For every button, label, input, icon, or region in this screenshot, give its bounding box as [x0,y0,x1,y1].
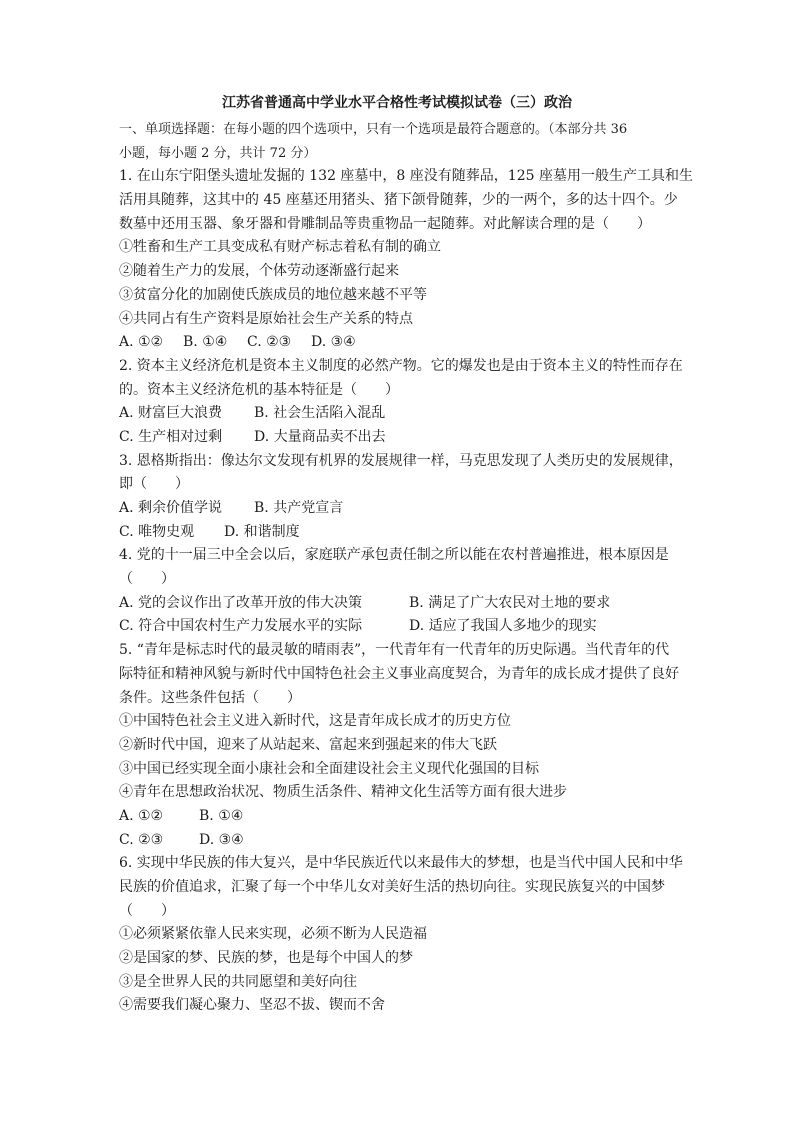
option-a: A. ①② [119,334,164,351]
question-stem: 即（ ） [119,476,189,493]
exam-content [119,118,693,1018]
statement-item: ①必须紧紧依靠人民来实现，必须不断为人民造福 [119,926,427,943]
option-c: C. ②③ [119,831,164,848]
option-d: D. 适应了我国人多地少的现实 [409,618,597,635]
answer-options [119,829,679,853]
question-stem: 5. “青年是标志时代的最灵敏的晴雨表”，一代青年有一代青年的历史际遇。当代青年的代 [119,642,670,659]
option-d: D. 大量商品卖不出去 [254,428,386,445]
statement-item: ②随着生产力的发展，个体劳动逐渐盛行起来 [119,263,399,280]
option-b: B. ①④ [183,334,228,351]
option-a: A. 剩余价值学说 [119,500,223,516]
statement-item: ④共同占有生产资料是原始社会生产关系的特点 [119,310,413,327]
question-stem: （ ） [119,571,175,588]
question-stem: 民族的价值追求，汇聚了每一个中华儿女对美好生活的热切向往。实现民族复兴的中国梦 [119,879,665,895]
question-3 [119,450,683,545]
option-c: C. 唯物史观 [119,523,195,540]
question-stem: 6. 实现中华民族的伟大复兴，是中华民族近代以来最伟大的梦想，也是当代中国人民和中华 [119,855,683,872]
answer-options [119,402,679,426]
statement-item: ③是全世界人民的共同愿望和美好向往 [119,973,357,990]
answer-options [119,497,679,521]
question-6 [119,852,683,1018]
option-d: D. ③④ [311,334,356,351]
answer-options [119,331,679,355]
section-instruction: 一、单项选择题：在每小题的四个选项中，只有一个选项是最符合题意的。（本部分共 36 [119,122,628,137]
question-stem: 际特征和精神风貌与新时代中国特色社会主义事业高度契合，为青年的成长成才提供了良好 [119,665,679,682]
answer-options [119,426,679,450]
question-stem: 的。资本主义经济危机的基本特征是（ ） [119,381,399,398]
answer-options [119,592,679,616]
option-d: D. ③④ [199,831,244,848]
statement-item: ③中国已经实现全面小康社会和全面建设社会主义现代化强国的目标 [119,760,539,777]
question-2 [119,355,683,450]
option-c: C. 生产相对过剩 [119,428,223,445]
question-4 [119,544,679,639]
question-1 [119,165,693,355]
answer-options [119,521,679,545]
question-stem: 4. 党的十一届三中全会以后，家庭联产承包责任制之所以能在农村普遍推进，根本原因是 [119,547,669,564]
statement-item: ④需要我们凝心聚力、坚忍不拔、锲而不舍 [119,997,385,1014]
answer-options [119,615,679,639]
question-stem: 数墓中还用玉器、象牙器和骨雕制品等贵重物品一起随葬。对此解读合理的是（ ） [119,215,651,232]
option-b: B. 共产党宣言 [254,500,344,516]
answer-options [119,805,679,829]
exam-title: 江苏省普通高中学业水平合格性考试模拟试卷（三）政治 [222,95,572,111]
question-stem: 3. 恩格斯指出：像达尔文发现有机界的发展规律一样，马克思发现了人类历史的发展规律， [119,452,683,469]
option-b: B. 社会生活陷入混乱 [254,405,386,422]
option-a: A. ①② [119,807,164,824]
option-c: C. ②③ [247,334,292,351]
statement-item: ②是国家的梦、民族的梦，也是每个中国人的梦 [119,950,413,967]
option-d: D. 和谐制度 [224,523,300,540]
question-stem: 1. 在山东宁阳堡头遗址发掘的 132 座墓中，8 座没有随葬品，125 座墓用一般生产工具和生 [119,168,693,185]
option-b: B. 满足了广大农民对土地的要求 [409,594,611,611]
question-stem: 活用具随葬，这其中的 45 座墓还用猪头、猪下颌骨随葬，少的一两个，多的达十四个。少 [119,192,678,209]
statement-item: ①中国特色社会主义进入新时代，这是青年成长成才的历史方位 [119,713,511,730]
section-instruction-cont: 小题，每小题 2 分，共计 72 分） [119,145,317,161]
option-a: A. 财富巨大浪费 [119,405,223,422]
question-stem: 条件。这些条件包括（ ） [119,689,301,706]
option-b: B. ①④ [199,807,244,824]
question-5 [119,639,679,852]
statement-item: ③贫富分化的加剧使氏族成员的地位越来越不平等 [119,286,427,303]
question-stem: 2. 资本主义经济危机是资本主义制度的必然产物。它的爆发也是由于资本主义的特性而存在 [119,357,683,374]
option-c: C. 符合中国农村生产力发展水平的实际 [119,618,363,635]
question-stem: （ ） [119,902,175,919]
option-a: A. 党的会议作出了改革开放的伟大决策 [119,594,363,611]
statement-item: ①牲畜和生产工具变成私有财产标志着私有制的确立 [119,239,441,256]
statement-item: ②新时代中国，迎来了从站起来、富起来到强起来的伟大飞跃 [119,736,497,753]
statement-item: ④青年在思想政治状况、物质生活条件、精神文化生活等方面有很大进步 [119,784,567,801]
